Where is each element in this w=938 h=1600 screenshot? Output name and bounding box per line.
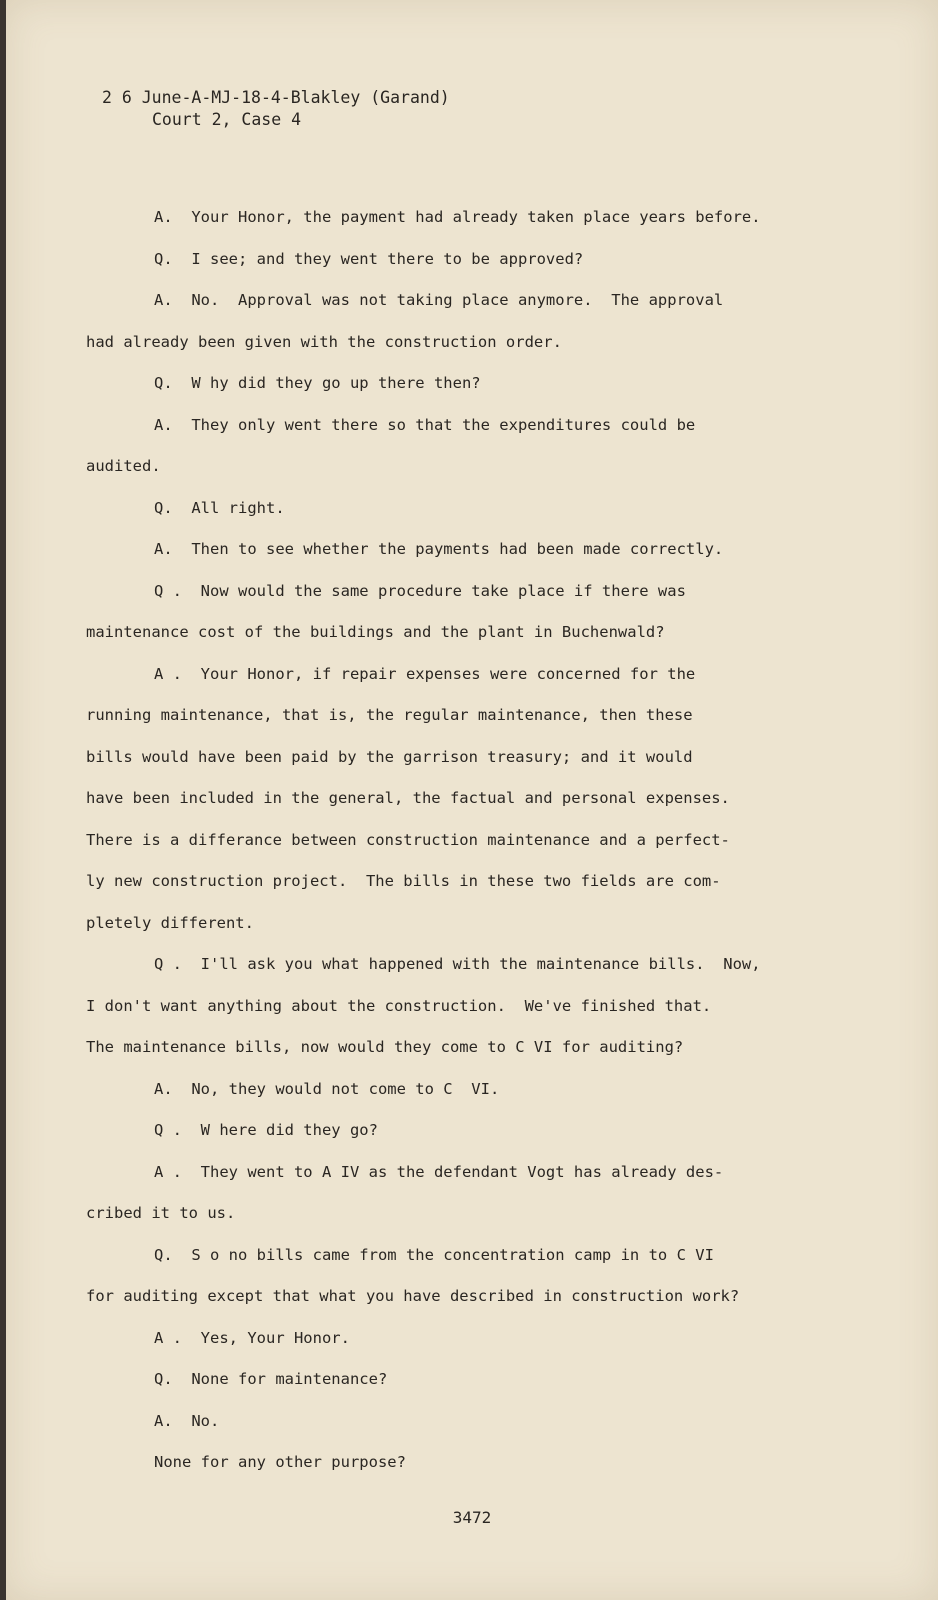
transcript-line: Q. All right. xyxy=(154,498,285,517)
transcript-line: A. No. Approval was not taking place anymore. The approval xyxy=(154,291,724,309)
transcript-line: cribed it to us. xyxy=(86,1204,236,1222)
transcript-line: Q. W hy did they go up there then? xyxy=(154,374,481,392)
header-case-line: 2 6 June-A-MJ-18-4-Blakley (Garand) xyxy=(102,88,450,107)
header-court-line: Court 2, Case 4 xyxy=(152,110,302,129)
transcript-line: A . Your Honor, if repair expenses were concerned for the xyxy=(154,664,696,683)
transcript-line: pletely different. xyxy=(86,913,254,932)
transcript-line: had already been given with the construction order. xyxy=(86,332,562,351)
transcript-line: A. No. xyxy=(154,1411,220,1430)
transcript-line: Q . W here did they go? xyxy=(154,1121,378,1139)
transcript-line: have been included in the general, the factual and personal expenses. xyxy=(86,789,730,807)
transcript-line: bills would have been paid by the garrison treasury; and it would xyxy=(86,747,693,766)
transcript-line: running maintenance, that is, the regular maintenance, then these xyxy=(86,706,693,724)
transcript-line: None for any other purpose? xyxy=(154,1453,406,1471)
transcript-line: audited. xyxy=(86,457,161,475)
transcript-line: Q. None for maintenance? xyxy=(154,1370,388,1388)
transcript-line: ly new construction project. The bills in these two fields are com- xyxy=(86,872,721,890)
transcript-line: There is a differance between construction maintenance and a perfect- xyxy=(86,830,730,849)
transcript-line: A. Then to see whether the payments had been made correctly. xyxy=(154,540,724,558)
transcript-line: A . They went to A IV as the defendant Vogt has already des- xyxy=(154,1162,724,1181)
transcript-line: The maintenance bills, now would they come to C VI for auditing? xyxy=(86,1038,684,1056)
transcript-line: Q . Now would the same procedure take place if there was xyxy=(154,581,686,600)
transcript-line: A . Yes, Your Honor. xyxy=(154,1328,350,1347)
transcript-line: A. No, they would not come to C VI. xyxy=(154,1079,500,1098)
page-number: 3472 xyxy=(452,1508,492,1527)
transcript-line: for auditing except that what you have described in construction work? xyxy=(86,1287,740,1305)
transcript-line: A. They only went there so that the expenditures could be xyxy=(154,415,696,434)
document-page xyxy=(6,0,938,1600)
transcript-line: Q. S o no bills came from the concentration camp in to C VI xyxy=(154,1245,714,1264)
transcript-line: A. Your Honor, the payment had already taken place years before. xyxy=(154,208,761,226)
document-header xyxy=(102,87,450,131)
transcript-line: Q . I'll ask you what happened with the maintenance bills. Now, xyxy=(154,955,761,973)
transcript-line: maintenance cost of the buildings and the plant in Buchenwald? xyxy=(86,623,665,641)
transcript-line: I don't want anything about the construction. We've finished that. xyxy=(86,996,712,1015)
transcript-body xyxy=(86,207,846,1472)
transcript-line: Q. I see; and they went there to be approved? xyxy=(154,249,584,268)
